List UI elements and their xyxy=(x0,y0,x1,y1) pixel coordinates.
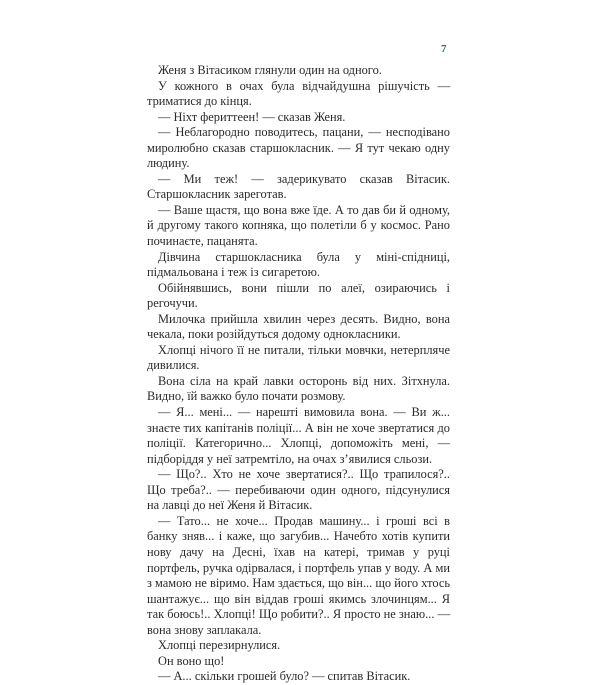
paragraph: — Ваше щастя, що вона вже їде. А то дав би й одному, й другому такого копняка, що полетіли б у космос. Рано починаєте, пацанята. xyxy=(147,202,450,249)
paragraph: Женя з Вітасиком глянули один на одного. xyxy=(158,63,382,77)
paragraph: — Неблагородно поводитесь, пацани, — несподівано миролюбно сказав старшокласник. — Я тут чекаю одну людину. xyxy=(147,125,450,171)
paragraph: У кожного в очах була відчайдушна рішучість — триматися до кінця. xyxy=(147,78,450,109)
paragraph: — Я... мені... — нарешті вимовила вона. — Ви ж... знаєте тих капітанів поліції... А він не хоче звертатися до поліції. Категорично... Хлопці, допоможіть мені, — підборіддя у неї затремтіло, на очах з’явилися сльози. xyxy=(147,405,450,466)
body-text xyxy=(147,63,450,685)
paragraph: Дівчина старшокласника була у міні-спідниці, підмальована і теж із сигаретою. xyxy=(147,249,450,280)
paragraph: — А... скільки грошей було? — спитав Вітасик. xyxy=(158,669,411,684)
paragraph: Хлопці перезирнулися. xyxy=(158,638,281,653)
paragraph: Он воно що! xyxy=(158,653,225,668)
paragraph: — Ніхт фериттеен! — сказав Женя. xyxy=(158,109,346,124)
paragraph: Вона сіла на край лавки осторонь від них. Зітхнула. Видно, їй важко було почати розмову. xyxy=(147,373,450,404)
paragraph: Хлопці нічого її не питали, тільки мовчки, нетерпляче дивилися. xyxy=(147,342,450,373)
paragraph: Милочка прийшла хвилин через десять. Видно, вона чекала, поки розійдуться додому однокласники. xyxy=(147,311,450,342)
paragraph: — Ми теж! — задерикувато сказав Вітасик. Старшокласник зареготав. xyxy=(147,171,450,202)
paragraph: Обійнявшись, вони пішли по алеї, озираючись і регочучи. xyxy=(147,280,450,311)
page-number: 7 xyxy=(441,43,447,55)
paragraph: — Що?.. Хто не хоче звертатися?.. Що трапилося?.. Що треба?.. — перебиваючи один одного, підсунулися на лавці до неї Женя й Вітасик. xyxy=(147,467,450,513)
paragraph: — Тато... не хоче... Продав машину... і гроші всі в банку зняв... і каже, що загубив... Начебто хотів купити нову дачу на Десні, їхав на катері, тримав у руці портфель, ручка одірвалася, і портфель упав у воду. А ми з мамою не віримо. Нам здається, що він... що його хтось шантажує... що він віддав гроші якимсь злочинцям... Я так боюсь!.. Хлопці! Що робити?.. Я просто не знаю... — вона знову заплакала. xyxy=(147,513,450,637)
